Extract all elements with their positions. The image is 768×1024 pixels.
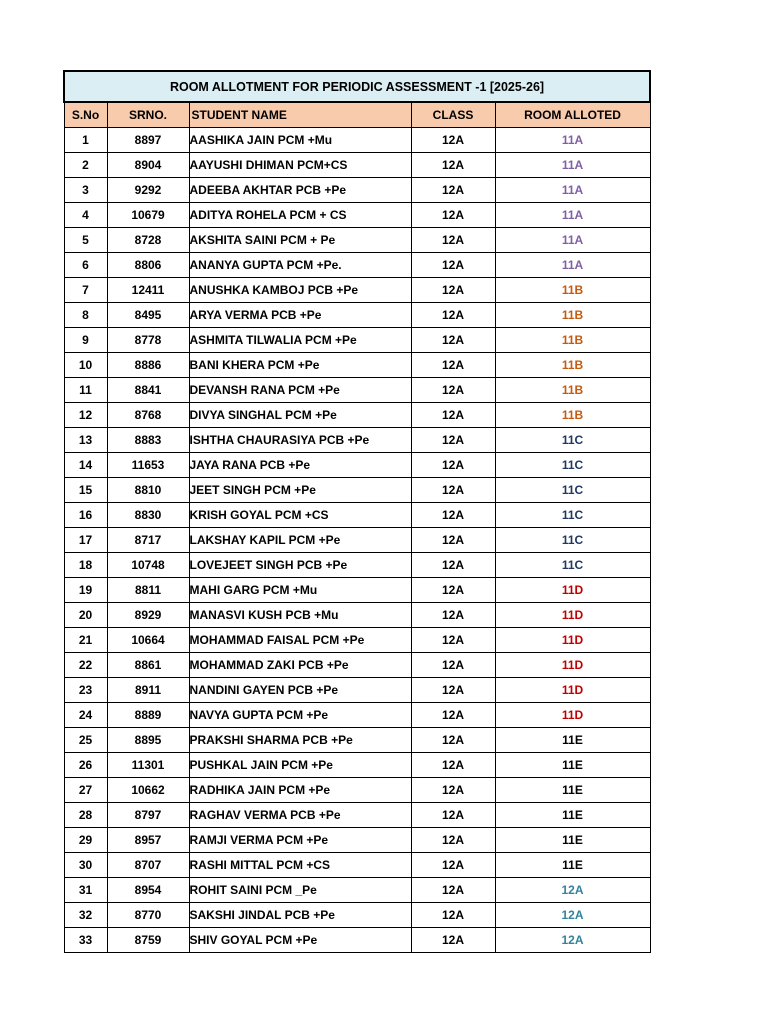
- cell-class: 12A: [411, 503, 495, 528]
- cell-sno: 28: [64, 803, 107, 828]
- cell-class: 12A: [411, 828, 495, 853]
- header-room-alloted: ROOM ALLOTED: [495, 102, 650, 128]
- cell-student-name: MOHAMMAD ZAKI PCB +Pe: [189, 653, 411, 678]
- sheet-title: ROOM ALLOTMENT FOR PERIODIC ASSESSMENT -1 [2025-26]: [64, 71, 650, 102]
- cell-room-alloted: 11D: [495, 703, 650, 728]
- table-row: [64, 753, 650, 778]
- cell-class: 12A: [411, 303, 495, 328]
- cell-class: 12A: [411, 603, 495, 628]
- table-row: [64, 278, 650, 303]
- table-row: [64, 703, 650, 728]
- table-row: [64, 378, 650, 403]
- cell-srno: 8841: [107, 378, 189, 403]
- cell-srno: 10679: [107, 203, 189, 228]
- table-row: [64, 303, 650, 328]
- cell-sno: 20: [64, 603, 107, 628]
- cell-room-alloted: 11D: [495, 653, 650, 678]
- cell-class: 12A: [411, 128, 495, 153]
- cell-class: 12A: [411, 278, 495, 303]
- cell-sno: 26: [64, 753, 107, 778]
- cell-class: 12A: [411, 253, 495, 278]
- cell-srno: 8495: [107, 303, 189, 328]
- table-row: [64, 653, 650, 678]
- table-row: [64, 428, 650, 453]
- cell-class: 12A: [411, 453, 495, 478]
- room-allotment-table: [63, 70, 651, 953]
- table-body: [64, 128, 650, 953]
- cell-class: 12A: [411, 528, 495, 553]
- cell-student-name: RAGHAV VERMA PCB +Pe: [189, 803, 411, 828]
- cell-srno: 8770: [107, 903, 189, 928]
- cell-srno: 10664: [107, 628, 189, 653]
- cell-student-name: ANANYA GUPTA PCM +Pe.: [189, 253, 411, 278]
- cell-sno: 17: [64, 528, 107, 553]
- cell-class: 12A: [411, 628, 495, 653]
- header-student-name: STUDENT NAME: [189, 102, 411, 128]
- cell-srno: 8810: [107, 478, 189, 503]
- table-row: [64, 728, 650, 753]
- cell-room-alloted: 11E: [495, 828, 650, 853]
- cell-student-name: ADITYA ROHELA PCM + CS: [189, 203, 411, 228]
- cell-student-name: SAKSHI JINDAL PCB +Pe: [189, 903, 411, 928]
- cell-sno: 12: [64, 403, 107, 428]
- table-row: [64, 228, 650, 253]
- cell-class: 12A: [411, 653, 495, 678]
- cell-class: 12A: [411, 478, 495, 503]
- cell-room-alloted: 11E: [495, 753, 650, 778]
- table-row: [64, 503, 650, 528]
- cell-class: 12A: [411, 678, 495, 703]
- table-row: [64, 853, 650, 878]
- cell-sno: 30: [64, 853, 107, 878]
- cell-student-name: LOVEJEET SINGH PCB +Pe: [189, 553, 411, 578]
- cell-room-alloted: 12A: [495, 928, 650, 953]
- cell-srno: 8897: [107, 128, 189, 153]
- cell-sno: 25: [64, 728, 107, 753]
- cell-student-name: MAHI GARG PCM +Mu: [189, 578, 411, 603]
- cell-room-alloted: 11A: [495, 153, 650, 178]
- table-row: [64, 553, 650, 578]
- cell-room-alloted: 11E: [495, 803, 650, 828]
- cell-student-name: JEET SINGH PCM +Pe: [189, 478, 411, 503]
- cell-room-alloted: 11C: [495, 553, 650, 578]
- cell-room-alloted: 11D: [495, 678, 650, 703]
- cell-student-name: RAMJI VERMA PCM +Pe: [189, 828, 411, 853]
- cell-sno: 16: [64, 503, 107, 528]
- table-row: [64, 678, 650, 703]
- cell-room-alloted: 11A: [495, 178, 650, 203]
- cell-sno: 21: [64, 628, 107, 653]
- cell-class: 12A: [411, 578, 495, 603]
- table-row: [64, 353, 650, 378]
- cell-student-name: KRISH GOYAL PCM +CS: [189, 503, 411, 528]
- cell-class: 12A: [411, 428, 495, 453]
- cell-student-name: MANASVI KUSH PCB +Mu: [189, 603, 411, 628]
- cell-class: 12A: [411, 878, 495, 903]
- table-row: [64, 878, 650, 903]
- cell-student-name: DEVANSH RANA PCM +Pe: [189, 378, 411, 403]
- cell-student-name: BANI KHERA PCM +Pe: [189, 353, 411, 378]
- cell-student-name: ARYA VERMA PCB +Pe: [189, 303, 411, 328]
- cell-sno: 27: [64, 778, 107, 803]
- cell-room-alloted: 12A: [495, 903, 650, 928]
- cell-student-name: LAKSHAY KAPIL PCM +Pe: [189, 528, 411, 553]
- cell-srno: 8904: [107, 153, 189, 178]
- cell-sno: 23: [64, 678, 107, 703]
- cell-srno: 8957: [107, 828, 189, 853]
- cell-sno: 5: [64, 228, 107, 253]
- cell-srno: 8889: [107, 703, 189, 728]
- cell-srno: 8886: [107, 353, 189, 378]
- cell-sno: 1: [64, 128, 107, 153]
- cell-srno: 11653: [107, 453, 189, 478]
- cell-class: 12A: [411, 753, 495, 778]
- cell-sno: 15: [64, 478, 107, 503]
- table-row: [64, 178, 650, 203]
- cell-sno: 7: [64, 278, 107, 303]
- cell-class: 12A: [411, 853, 495, 878]
- cell-srno: 8830: [107, 503, 189, 528]
- cell-class: 12A: [411, 228, 495, 253]
- cell-sno: 14: [64, 453, 107, 478]
- cell-srno: 9292: [107, 178, 189, 203]
- table-row: [64, 778, 650, 803]
- cell-sno: 24: [64, 703, 107, 728]
- cell-srno: 8768: [107, 403, 189, 428]
- cell-class: 12A: [411, 328, 495, 353]
- cell-sno: 6: [64, 253, 107, 278]
- header-srno: SRNO.: [107, 102, 189, 128]
- cell-room-alloted: 11B: [495, 303, 650, 328]
- cell-class: 12A: [411, 203, 495, 228]
- cell-student-name: AAYUSHI DHIMAN PCM+CS: [189, 153, 411, 178]
- header-sno: S.No: [64, 102, 107, 128]
- cell-srno: 8806: [107, 253, 189, 278]
- cell-srno: 8811: [107, 578, 189, 603]
- cell-student-name: NAVYA GUPTA PCM +Pe: [189, 703, 411, 728]
- cell-sno: 19: [64, 578, 107, 603]
- header-class: CLASS: [411, 102, 495, 128]
- cell-student-name: RASHI MITTAL PCM +CS: [189, 853, 411, 878]
- cell-sno: 8: [64, 303, 107, 328]
- cell-student-name: ASHMITA TILWALIA PCM +Pe: [189, 328, 411, 353]
- cell-room-alloted: 11A: [495, 203, 650, 228]
- cell-srno: 10748: [107, 553, 189, 578]
- table-row: [64, 603, 650, 628]
- cell-srno: 8929: [107, 603, 189, 628]
- cell-srno: 10662: [107, 778, 189, 803]
- table-row: [64, 903, 650, 928]
- cell-room-alloted: 11D: [495, 603, 650, 628]
- table-row: [64, 578, 650, 603]
- cell-student-name: JAYA RANA PCB +Pe: [189, 453, 411, 478]
- cell-room-alloted: 11E: [495, 853, 650, 878]
- cell-srno: 11301: [107, 753, 189, 778]
- table-row: [64, 453, 650, 478]
- table-row: [64, 528, 650, 553]
- table-row: [64, 128, 650, 153]
- cell-srno: 8911: [107, 678, 189, 703]
- cell-srno: 12411: [107, 278, 189, 303]
- cell-room-alloted: 11B: [495, 378, 650, 403]
- table-row: [64, 828, 650, 853]
- cell-room-alloted: 11D: [495, 578, 650, 603]
- cell-student-name: MOHAMMAD FAISAL PCM +Pe: [189, 628, 411, 653]
- cell-class: 12A: [411, 378, 495, 403]
- title-row: [64, 71, 650, 102]
- cell-student-name: DIVYA SINGHAL PCM +Pe: [189, 403, 411, 428]
- cell-sno: 11: [64, 378, 107, 403]
- cell-room-alloted: 11C: [495, 453, 650, 478]
- cell-room-alloted: 11A: [495, 253, 650, 278]
- cell-class: 12A: [411, 928, 495, 953]
- cell-class: 12A: [411, 778, 495, 803]
- cell-sno: 31: [64, 878, 107, 903]
- cell-room-alloted: 11C: [495, 478, 650, 503]
- cell-class: 12A: [411, 153, 495, 178]
- cell-room-alloted: 11A: [495, 128, 650, 153]
- cell-sno: 4: [64, 203, 107, 228]
- cell-sno: 29: [64, 828, 107, 853]
- cell-room-alloted: 11B: [495, 353, 650, 378]
- cell-room-alloted: 11B: [495, 403, 650, 428]
- cell-student-name: ADEEBA AKHTAR PCB +Pe: [189, 178, 411, 203]
- cell-srno: 8728: [107, 228, 189, 253]
- cell-class: 12A: [411, 903, 495, 928]
- cell-class: 12A: [411, 403, 495, 428]
- cell-srno: 8895: [107, 728, 189, 753]
- cell-sno: 2: [64, 153, 107, 178]
- cell-student-name: AASHIKA JAIN PCM +Mu: [189, 128, 411, 153]
- cell-srno: 8861: [107, 653, 189, 678]
- cell-srno: 8778: [107, 328, 189, 353]
- cell-room-alloted: 12A: [495, 878, 650, 903]
- cell-sno: 3: [64, 178, 107, 203]
- cell-srno: 8707: [107, 853, 189, 878]
- table-row: [64, 328, 650, 353]
- table-row: [64, 803, 650, 828]
- cell-srno: 8717: [107, 528, 189, 553]
- cell-srno: 8883: [107, 428, 189, 453]
- cell-srno: 8759: [107, 928, 189, 953]
- cell-room-alloted: 11A: [495, 228, 650, 253]
- cell-student-name: PRAKSHI SHARMA PCB +Pe: [189, 728, 411, 753]
- cell-sno: 33: [64, 928, 107, 953]
- cell-student-name: AKSHITA SAINI PCM + Pe: [189, 228, 411, 253]
- cell-room-alloted: 11B: [495, 278, 650, 303]
- cell-student-name: ISHTHA CHAURASIYA PCB +Pe: [189, 428, 411, 453]
- cell-room-alloted: 11C: [495, 503, 650, 528]
- cell-student-name: RADHIKA JAIN PCM +Pe: [189, 778, 411, 803]
- cell-sno: 9: [64, 328, 107, 353]
- table-row: [64, 628, 650, 653]
- cell-class: 12A: [411, 803, 495, 828]
- cell-srno: 8797: [107, 803, 189, 828]
- cell-class: 12A: [411, 728, 495, 753]
- cell-sno: 13: [64, 428, 107, 453]
- cell-sno: 10: [64, 353, 107, 378]
- cell-class: 12A: [411, 553, 495, 578]
- cell-student-name: PUSHKAL JAIN PCM +Pe: [189, 753, 411, 778]
- cell-class: 12A: [411, 353, 495, 378]
- cell-room-alloted: 11C: [495, 528, 650, 553]
- table-row: [64, 403, 650, 428]
- cell-class: 12A: [411, 178, 495, 203]
- header-row: [64, 102, 650, 128]
- cell-room-alloted: 11E: [495, 728, 650, 753]
- cell-room-alloted: 11E: [495, 778, 650, 803]
- table-row: [64, 478, 650, 503]
- cell-srno: 8954: [107, 878, 189, 903]
- cell-student-name: ANUSHKA KAMBOJ PCB +Pe: [189, 278, 411, 303]
- cell-room-alloted: 11B: [495, 328, 650, 353]
- cell-room-alloted: 11D: [495, 628, 650, 653]
- table-row: [64, 203, 650, 228]
- table-row: [64, 153, 650, 178]
- cell-student-name: SHIV GOYAL PCM +Pe: [189, 928, 411, 953]
- table-row: [64, 253, 650, 278]
- table-row: [64, 928, 650, 953]
- cell-student-name: NANDINI GAYEN PCB +Pe: [189, 678, 411, 703]
- cell-room-alloted: 11C: [495, 428, 650, 453]
- cell-sno: 22: [64, 653, 107, 678]
- cell-student-name: ROHIT SAINI PCM _Pe: [189, 878, 411, 903]
- cell-class: 12A: [411, 703, 495, 728]
- cell-sno: 18: [64, 553, 107, 578]
- cell-sno: 32: [64, 903, 107, 928]
